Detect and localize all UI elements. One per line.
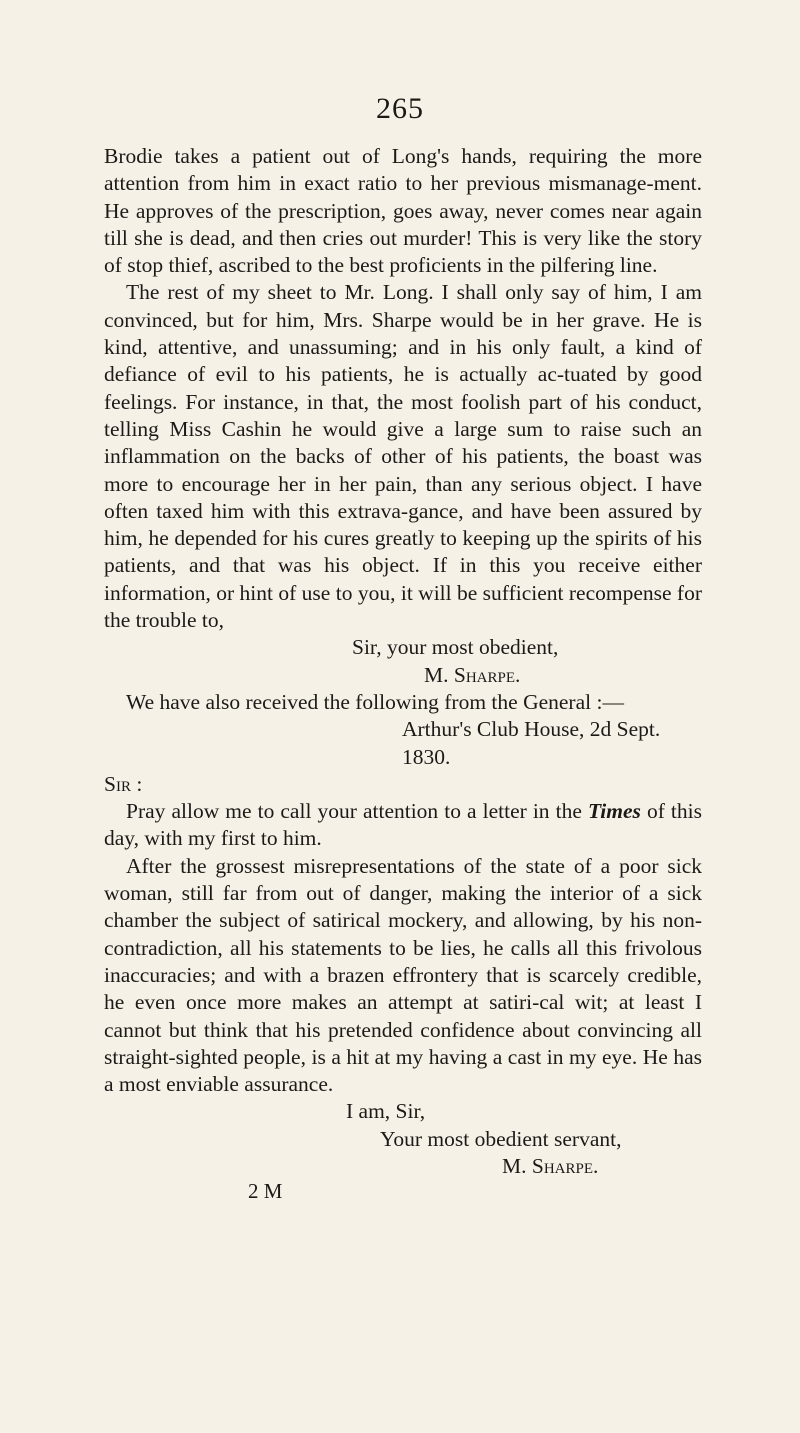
times-newspaper-title: Times <box>587 799 641 824</box>
signature-1: M. Sharpe. <box>424 662 521 687</box>
paragraph-4-text-b: of this day, with my first to him. <box>104 799 702 851</box>
body-text <box>104 143 702 1202</box>
paragraph-4 <box>104 798 702 853</box>
paragraph-4-text-a: Pray allow me to call your attention to a letter in the <box>126 799 588 824</box>
closing-line-1: Sir, your most obedient, <box>352 635 559 660</box>
closing-line-3: Your most obedient servant, <box>380 1126 622 1151</box>
paragraph-3: We have also received the following from the General :— <box>126 689 624 714</box>
dateline: Arthur's Club House, 2d Sept. 1830. <box>402 717 661 769</box>
signature-2: M. Sharpe. <box>502 1153 599 1178</box>
paragraph-2: The rest of my sheet to Mr. Long. I shall only say of him, I am convinced, but for him, Mrs. Sharpe would be in her grave. He is kind, attentive, and unassuming; and in his only fault, a kind of defiance of evil to his patients, he is actually ac-tuated by good feelings. For instance, in that, the most foolish part of his conduct, telling Miss Cashin he would give a large sum to raise such an inflammation on the backs of other of his patients, the boast was more to encourage her in her pain, than any serious object. I have often taxed him with this extrava-gance, and have been assured by him, he depended for his cures greatly to keeping up the spirits of his patients, and that was his object. If in this you receive either information, or hint of use to you, it will be sufficient recompense for the trouble to, <box>104 280 702 633</box>
paragraph-1: Brodie takes a patient out of Long's hands, requiring the more attention from him in exact ratio to her previous mismanage-ment. He approves of the prescription, goes away, never comes near again till she is dead, and then cries out murder! This is very like the story of stop thief, ascribed to the best proficients in the pilfering line. <box>104 144 702 278</box>
page-number: 265 <box>376 92 424 125</box>
salutation: Sir : <box>104 771 143 796</box>
signature-mark: 2 M <box>248 1179 283 1204</box>
paragraph-5: After the grossest misrepresentations of the state of a poor sick woman, still far from out of danger, making the interior of a sick chamber the subject of satirical mockery, and allowing, by his non-contradiction, all his statements to be lies, he calls all this frivolous inaccuracies; and with a brazen effrontery that is scarcely credible, he even once more makes an attempt at satiri-cal wit; at least I cannot but think that his pretended confidence about convincing all straight-sighted people, is a hit at my having a cast in my eye. He has a most enviable assurance. <box>104 853 702 1097</box>
closing-line-2: I am, Sir, <box>346 1099 426 1124</box>
